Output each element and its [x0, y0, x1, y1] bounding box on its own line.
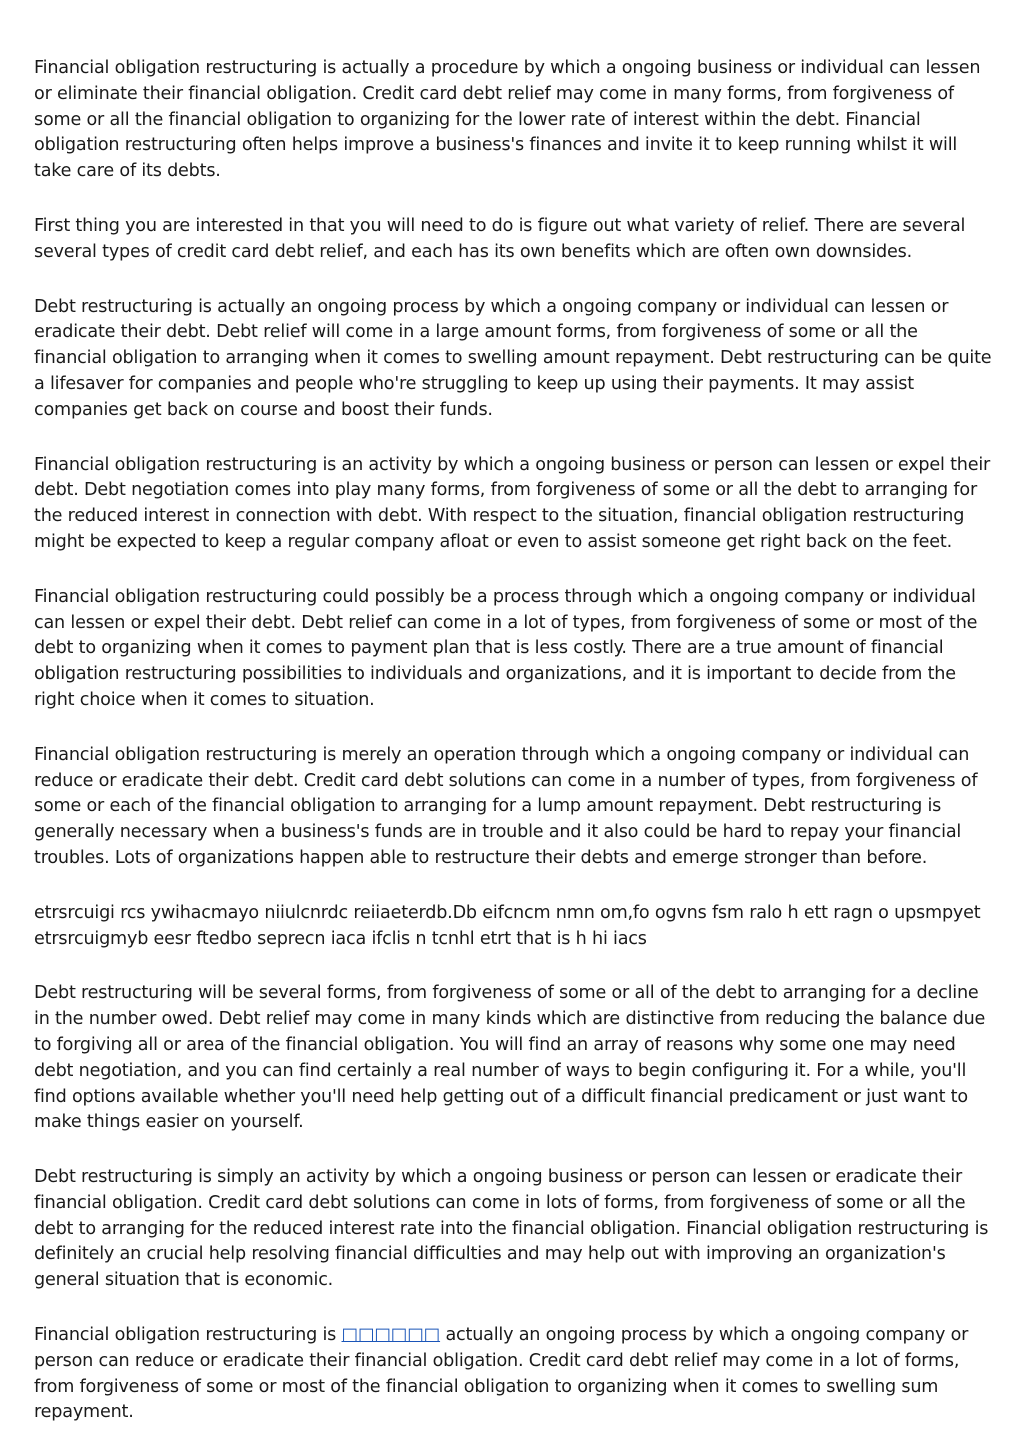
paragraph-10-start: Financial obligation restructuring is: [34, 1325, 342, 1346]
paragraph-10-end: actually an ongoing process by which a ongoing company or person can reduce or eradicate their financial obligation. Credit card debt relief may come in a lot of forms, from forgiveness of some or most of the financial obligation to organizing when it comes to swelling sum repayment.: [34, 1325, 969, 1423]
paragraph-9: Debt restructuring is simply an activity by which a ongoing business or person can lessen or eradicate their financial obligation. Credit card debt solutions can come in lots of forms, from forgiveness of some or all the debt to arranging for the reduced interest rate into the financial obligation. Financial obligation restructuring is definitely an crucial help resolving financial difficulties and may help out with improving an organization's general situation that is economic.: [34, 1167, 989, 1291]
paragraph-8: Debt restructuring will be several forms, from forgiveness of some or all of the debt to arranging for a decline in the number owed. Debt relief may come in many kinds which are distinctive from reducing the balance due to forgiving all or area of the financial obligation. You will find an array of reasons why some one may need debt negotiation, and you can find certainly a real number of ways to begin configuring it. For a while, you'll find options available whether you'll need help getting out of a difficult financial predicament or just want to make things easier on yourself.: [34, 983, 986, 1133]
paragraph-6: Financial obligation restructuring is merely an operation through which a ongoing company or individual can reduce or eradicate their debt. Credit card debt solutions can come in a number of types, from forgiveness of some or each of the financial obligation to arranging for a lump amount repayment. Debt restructuring is generally necessary when a business's funds are in trouble and it also could be hard to repay your financial troubles. Lots of organizations happen able to restructure their debts and emerge stronger than before.: [34, 744, 978, 868]
document-body: [34, 56, 992, 1455]
paragraph-5: Financial obligation restructuring could possibly be a process through which a ongoing company or individual can lessen or expel their debt. Debt relief can come in a lot of types, from forgiveness of some or most of the debt to organizing when it comes to payment plan that is less costly. There are a true amount of financial obligation restructuring possibilities to individuals and organizations, and it is important to decide from the right choice when it comes to situation.: [34, 586, 978, 710]
paragraph-7: etrsrcuigi rcs ywihacmayo niiulcnrdc reiiaeterdb.Db eifcncm nmn om,fo ogvns fsm ralo h ett ragn o upsmpyet etrsrcuigmyb eesr ftedbo seprecn iaca ifclis n tcnhl etrt that is h hi iacs: [34, 902, 981, 949]
paragraph-1: Financial obligation restructuring is actually a procedure by which a ongoing business or individual can lessen or eliminate their financial obligation. Credit card debt relief may come in many forms, from forgiveness of some or all the financial obligation to organizing for the lower rate of interest within the debt. Financial obligation restructuring often helps improve a business's finances and invite it to keep running whilst it will take care of its debts.: [34, 58, 981, 182]
paragraph-2: First thing you are interested in that you will need to do is figure out what variety of relief. There are several several types of credit card debt relief, and each has its own benefits which are often own downsides.: [34, 215, 966, 262]
inline-link[interactable]: □□□□□□: [341, 1325, 441, 1346]
paragraph-3: Debt restructuring is actually an ongoing process by which a ongoing company or individual can lessen or eradicate their debt. Debt relief will come in a large amount forms, from forgiveness of some or all the financial obligation to arranging when it comes to swelling amount repayment. Debt restructuring can be quite a lifesaver for companies and people who're struggling to keep up using their payments. It may assist companies get back on course and boost their funds.: [34, 296, 992, 420]
paragraph-4: Financial obligation restructuring is an activity by which a ongoing business or person can lessen or expel their debt. Debt negotiation comes into play many forms, from forgiveness of some or all the debt to arranging for the reduced interest in connection with debt. With respect to the situation, financial obligation restructuring might be expected to keep a regular company afloat or even to assist someone get right back on the feet.: [34, 454, 991, 552]
paragraph-10: [34, 1323, 992, 1426]
